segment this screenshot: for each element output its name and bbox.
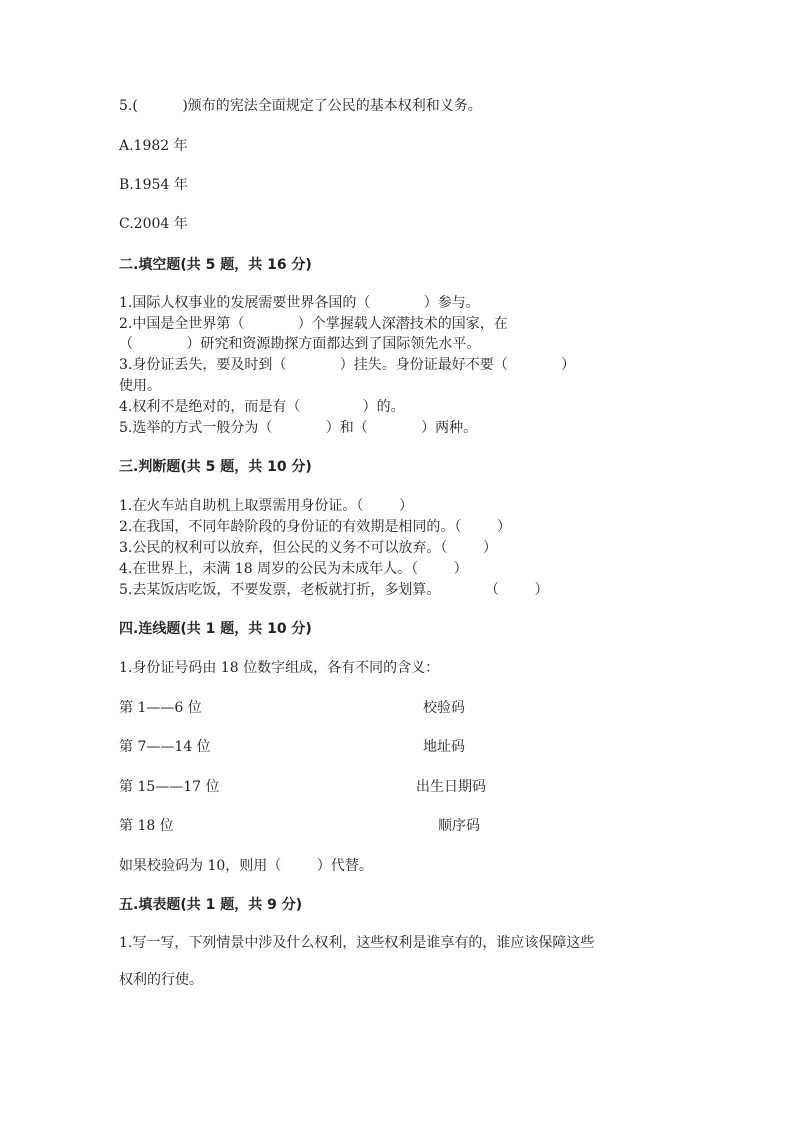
section3-item: 5.去某饭店吃饭，不要发票，老板就打折，多划算。 （ ）	[119, 582, 549, 598]
section2-item: 2.中国是全世界第（ ）个掌握载人深潜技术的国家，在	[119, 316, 508, 332]
match-left-item: 第 7——14 位	[119, 739, 211, 755]
section2-item: 使用。	[119, 378, 161, 394]
section2-item: 4.权利不是绝对的，而是有（ ）的。	[119, 399, 405, 415]
section2-title: 二.填空题(共 5 题，共 16 分)	[119, 257, 312, 273]
q5-option-c: C.2004 年	[119, 216, 188, 232]
section3-item: 3.公民的权利可以放弃，但公民的义务不可以放弃。（ ）	[119, 540, 497, 556]
section5-title: 五.填表题(共 1 题，共 9 分)	[119, 897, 303, 913]
match-right-item: 校验码	[423, 700, 465, 716]
match-right-item: 出生日期码	[416, 779, 486, 795]
section2-item: 3.身份证丢失，要及时到（ ）挂失。身份证最好不要（ ）	[119, 357, 576, 373]
q5-option-a: A.1982 年	[119, 138, 188, 154]
q5-stem: 5.( )颁布的宪法全面规定了公民的基本权利和义务。	[119, 98, 482, 114]
section3-item: 1.在火车站自助机上取票需用身份证。（ ）	[119, 498, 413, 514]
q5-option-b: B.1954 年	[119, 177, 188, 193]
match-right-item: 顺序码	[438, 818, 480, 834]
section4-intro: 1.身份证号码由 18 位数字组成，各有不同的含义：	[119, 660, 440, 676]
section4-title: 四.连线题(共 1 题，共 10 分)	[119, 621, 312, 637]
section3-title: 三.判断题(共 5 题，共 10 分)	[119, 459, 312, 475]
section5-line: 权利的行使。	[119, 972, 203, 988]
section3-item: 4.在世界上，未满 18 周岁的公民为未成年人。（ ）	[119, 561, 468, 577]
match-right-item: 地址码	[423, 739, 465, 755]
section2-item: 5.选举的方式一般分为（ ）和（ ）两种。	[119, 420, 478, 436]
match-left-item: 第 1——6 位	[119, 700, 202, 716]
section4-footer: 如果校验码为 10，则用（ ）代替。	[119, 858, 373, 874]
match-left-item: 第 15——17 位	[119, 779, 220, 795]
match-left-item: 第 18 位	[119, 818, 174, 834]
section2-item: 1.国际人权事业的发展需要世界各国的（ ）参与。	[119, 295, 480, 311]
section5-line: 1.写一写，下列情景中涉及什么权利，这些权利是谁享有的，谁应该保障这些	[119, 935, 595, 951]
section2-item: （ ）研究和资源勘探方面都达到了国际领先水平。	[119, 336, 481, 352]
section3-item: 2.在我国，不同年龄阶段的身份证的有效期是相同的。（ ）	[119, 519, 511, 535]
